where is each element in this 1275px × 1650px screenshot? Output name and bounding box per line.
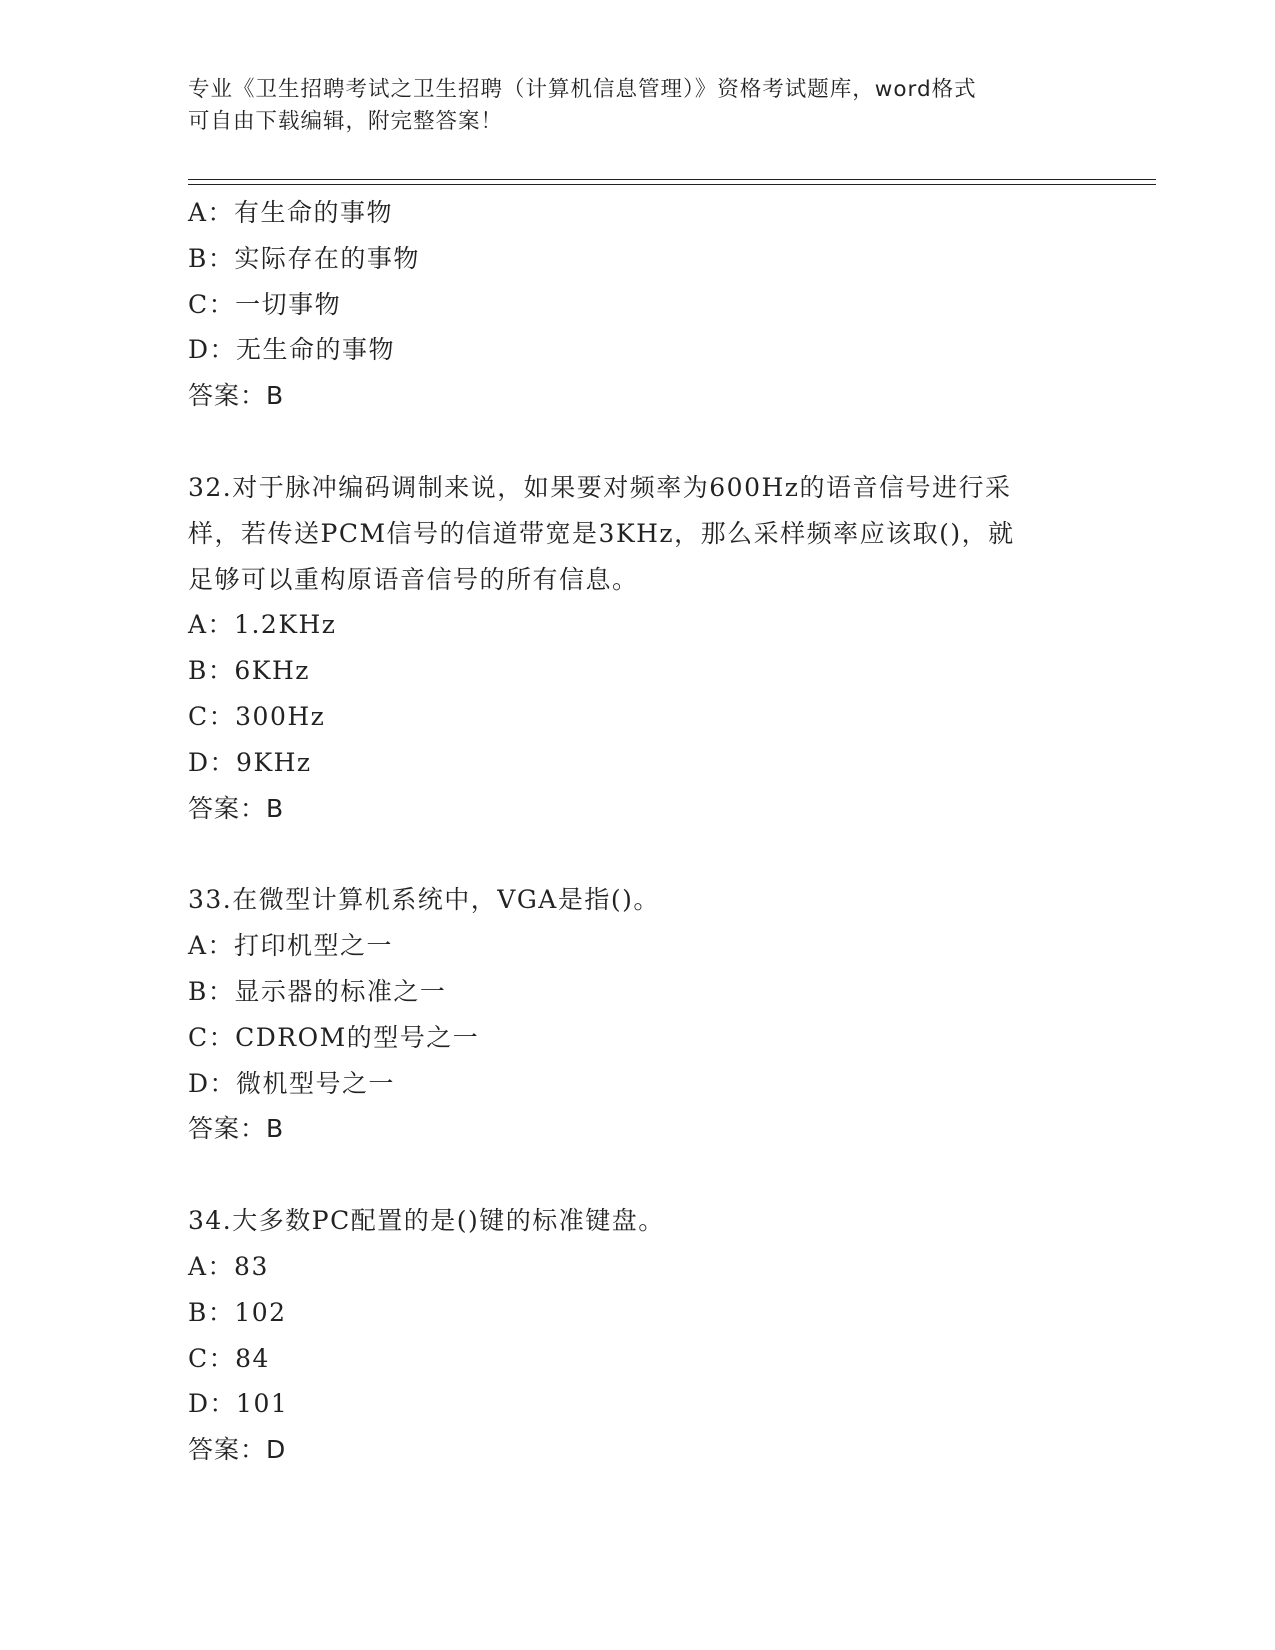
answer: 答案：B bbox=[188, 381, 285, 411]
answer: 答案：B bbox=[188, 1114, 285, 1144]
answer: 答案：D bbox=[188, 1435, 287, 1465]
option-a: A：83 bbox=[188, 1251, 269, 1281]
document-header bbox=[188, 74, 1088, 138]
option-b: B：显示器的标准之一 bbox=[188, 976, 447, 1006]
question-text-line: 足够可以重构原语音信号的所有信息。 bbox=[188, 564, 639, 594]
question-text bbox=[188, 1198, 1088, 1244]
option-d: D：9KHz bbox=[188, 747, 312, 777]
option-d: D：无生命的事物 bbox=[188, 335, 396, 365]
option-b: B：6KHz bbox=[188, 656, 310, 686]
header-line-2: 可自由下载编辑，附完整答案！ bbox=[188, 109, 504, 134]
question-block-31 bbox=[188, 190, 1088, 419]
option-d: D：微机型号之一 bbox=[188, 1068, 396, 1098]
question-text-line: 34.大多数PC配置的是()键的标准键盘。 bbox=[188, 1206, 665, 1236]
question-text-line: 样，若传送PCM信号的信道带宽是3KHz，那么采样频率应该取()，就 bbox=[188, 518, 1015, 548]
question-text-line: 32.对于脉冲编码调制来说，如果要对频率为600Hz的语音信号进行采 bbox=[188, 472, 1012, 502]
option-a: A：有生命的事物 bbox=[188, 198, 394, 227]
header-rule-top bbox=[188, 179, 1156, 180]
option-c: C：一切事物 bbox=[188, 289, 342, 319]
option-c: C：CDROM的型号之一 bbox=[188, 1022, 480, 1052]
question-block-32 bbox=[188, 465, 1088, 831]
header-rule-bottom bbox=[188, 184, 1156, 185]
option-b: B：102 bbox=[188, 1297, 287, 1327]
option-c: C：300Hz bbox=[188, 701, 326, 731]
option-b: B：实际存在的事物 bbox=[188, 243, 420, 273]
option-a: A：打印机型之一 bbox=[188, 931, 394, 961]
answer: 答案：B bbox=[188, 793, 285, 823]
document-body bbox=[188, 190, 1088, 1473]
option-d: D：101 bbox=[188, 1389, 289, 1419]
question-text bbox=[188, 877, 1088, 923]
header-line-1: 专业《卫生招聘考试之卫生招聘（计算机信息管理）》资格考试题库，word格式 bbox=[188, 77, 977, 102]
option-a: A：1.2KHz bbox=[188, 610, 337, 640]
question-block-33 bbox=[188, 877, 1088, 1152]
question-block-34 bbox=[188, 1198, 1088, 1473]
question-text-line: 33.在微型计算机系统中，VGA是指()。 bbox=[188, 885, 660, 915]
question-text bbox=[188, 465, 1088, 602]
option-c: C：84 bbox=[188, 1343, 270, 1373]
